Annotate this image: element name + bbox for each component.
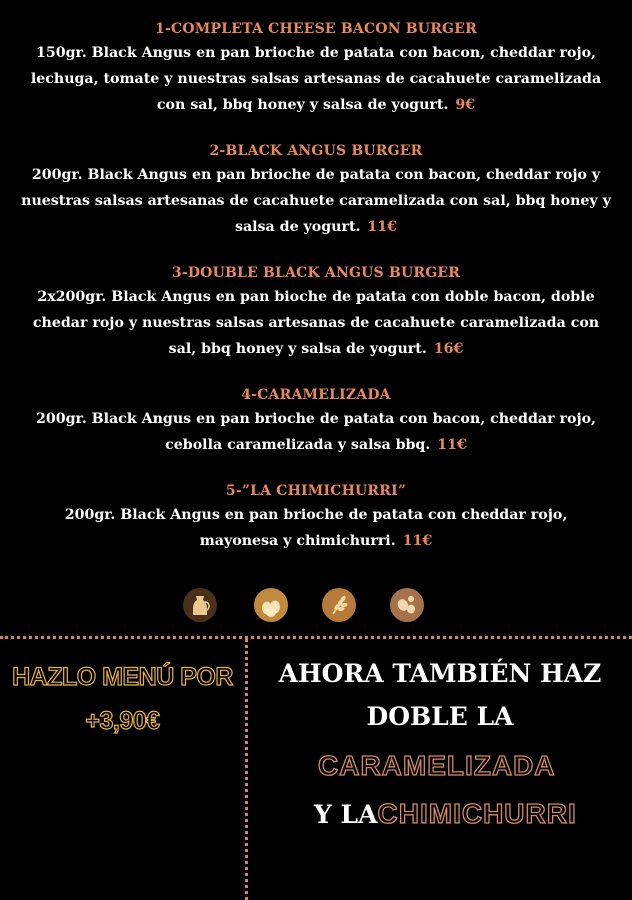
menu-item-price: 11€ [437,437,467,453]
milk-jug-icon [183,588,217,622]
menu-item-title: 3-DOUBLE BLACK ANGUS BURGER [171,265,461,281]
promo-line-1: AHORA TAMBIÉN HAZ [278,659,602,688]
menu-item-price: 11€ [367,219,398,235]
menu-item-description: 200gr. Black Angus en pan brioche de patata con bacon, cheddar rojo, cebolla caramelizada y salsa bbq. [36,411,596,453]
peanut-icon [390,588,424,622]
menu-item-3 [0,262,632,362]
menu-item-price: 11€ [402,533,433,549]
menu-item-description-wrap [6,162,626,240]
promo-line-2: DOBLE LA [366,702,514,731]
promo-line-3 [248,744,632,788]
promo-announcement [248,652,632,836]
menu-upgrade-offer [0,655,245,743]
menu-offer-text: HAZLO MENÚ POR [12,663,233,691]
menu-item-description-wrap [11,284,621,362]
promo-line-4-prefix: Y LA [314,800,378,829]
promo-line-4 [248,792,632,836]
promo-caramelizada: CARAMELIZADA [318,750,556,781]
menu-item-title: 1-COMPLETA CHEESE BACON BURGER [155,21,477,37]
menu-item-title: 5-”LA CHIMICHURRI” [225,483,407,499]
burger-menu-list [0,18,632,576]
menu-item-2 [0,140,632,240]
menu-item-description: 2x200gr. Black Angus en pan bioche de patata con doble bacon, doble chedar rojo y nuestras salsas artesanas de cacahuete caramelizada con sal, bbq honey y salsa de yogurt. [32,289,600,357]
menu-item-price: 9€ [455,97,476,113]
menu-offer-price: +3,90€ [85,707,160,735]
menu-item-description-wrap [14,40,619,118]
menu-item-description-wrap [11,406,621,458]
menu-item-4 [0,384,632,458]
menu-item-title: 4-CARAMELIZADA [241,387,391,403]
eggs-icon [254,588,288,622]
menu-item-1 [0,18,632,118]
wheat-icon [322,588,356,622]
menu-item-title: 2-BLACK ANGUS BURGER [209,143,423,159]
menu-item-price: 16€ [433,341,464,357]
menu-item-5 [0,480,632,554]
menu-item-description: 150gr. Black Angus en pan brioche de patata con bacon, cheddar rojo, lechuga, tomate y nuestras salsas artesanas de cacahuete caramelizada con sal, bbq honey y salsa de yogurt. [30,45,602,113]
horizontal-divider [0,636,632,639]
allergen-icons [0,588,632,624]
menu-item-description: 200gr. Black Angus en pan brioche de patata con cheddar rojo, mayonesa y chimichurri. [64,507,568,549]
menu-item-description: 200gr. Black Angus en pan brioche de patata con bacon, cheddar rojo y nuestras salsas artesanas de cacahuete caramelizada con sal, bbq honey y salsa de yogurt. [21,167,611,235]
menu-item-description-wrap [26,502,606,554]
promo-chimichurri: CHIMICHURRI [377,798,577,829]
